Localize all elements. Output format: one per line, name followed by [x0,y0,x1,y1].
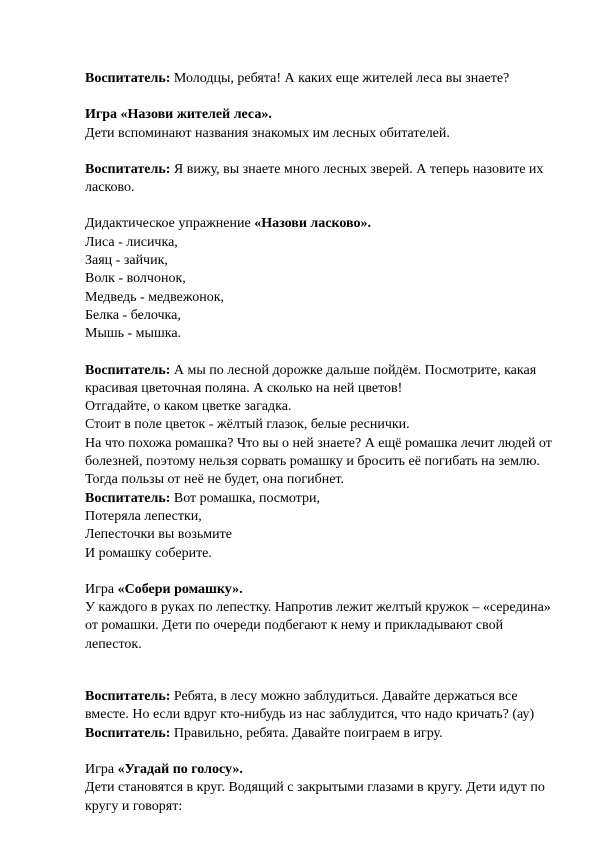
paragraph-4-line-1: Воспитатель: Вот ромашка, посмотри, [85,490,320,506]
pair-item: Мышь - мышка. [85,326,182,342]
speaker-label: Воспитатель: [85,725,171,741]
speaker-label: Воспитатель: [85,362,171,378]
paragraph-5-line-1: Воспитатель: Ребята, в лесу можно заблудиться. Давайте держаться все [85,689,518,705]
pair-item: Волк - волчонок, [85,271,186,287]
paragraph-3-line: болезней, поэтому нельзя сорвать ромашку и бросить её погибать на землю. [85,454,540,470]
pair-item: Белка - белочка, [85,307,181,323]
paragraph-6: Воспитатель: Правильно, ребята. Давайте поиграем в игру. [85,725,443,741]
poem-line: Лепесточки вы возьмите [85,527,232,543]
speaker-label: Воспитатель: [85,490,171,506]
pair-item: Медведь - медвежонок, [85,289,225,305]
paragraph-3-line: красивая цветочная поляна. А сколько на ней цветов! [85,380,403,396]
game2-title: Игра «Собери ромашку». [85,581,243,597]
game3-line: Дети становятся в круг. Водящий с закрытыми глазами в кругу. Дети идут по [85,780,545,796]
pair-item: Лиса - лисичка, [85,234,178,250]
exercise-title: Дидактическое упражнение «Назови ласково». [85,216,371,232]
paragraph-2-line-1: Воспитатель: Я вижу, вы знаете много лесных зверей. А теперь назовите их [85,161,544,177]
speaker-label: Воспитатель: [85,689,171,705]
game1-title: Игра «Назови жителей леса». [85,107,272,123]
game2-line: лепесток. [85,636,142,652]
game2-line: от ромашки. Дети по очереди подбегают к нему и прикладывают свой [85,618,504,634]
speaker-label: Воспитатель: [85,71,171,86]
paragraph-1: Воспитатель: Молодцы, ребята! А каких еще жителей леса вы знаете? [85,71,510,86]
document-page [85,70,555,816]
pair-item: Заяц - зайчик, [85,253,168,269]
paragraph-3-line: Стоит в поле цветок - жёлтый глазок, белые реснички. [85,417,410,433]
poem-line: И ромашку соберите. [85,545,212,561]
paragraph-5-line-2: вместе. Но если вдруг кто-нибудь из нас заблудится, что надо кричать? (ау) [85,707,535,723]
game2-line: У каждого в руках по лепестку. Напротив лежит желтый кружок – «середина» [85,600,551,616]
paragraph-3-line: На что похожа ромашка? Что вы о ней знаете? А ещё ромашка лечит людей от [85,435,552,451]
speaker-label: Воспитатель: [85,161,171,177]
paragraph-3-line: Отгадайте, о каком цветке загадка. [85,399,292,415]
paragraph-2-line-2: ласково. [85,180,135,196]
poem-line: Потеряла лепестки, [85,508,202,524]
paragraph-3-line-1: Воспитатель: А мы по лесной дорожке дальше пойдём. Посмотрите, какая [85,362,537,378]
game3-line: кругу и говорят: [85,798,183,814]
paragraph-3-line: Тогда пользы от неё не будет, она погибнет. [85,472,344,488]
game3-title: Игра «Угадай по голосу». [85,761,243,777]
game1-text: Дети вспоминают названия знакомых им лесных обитателей. [85,125,450,141]
